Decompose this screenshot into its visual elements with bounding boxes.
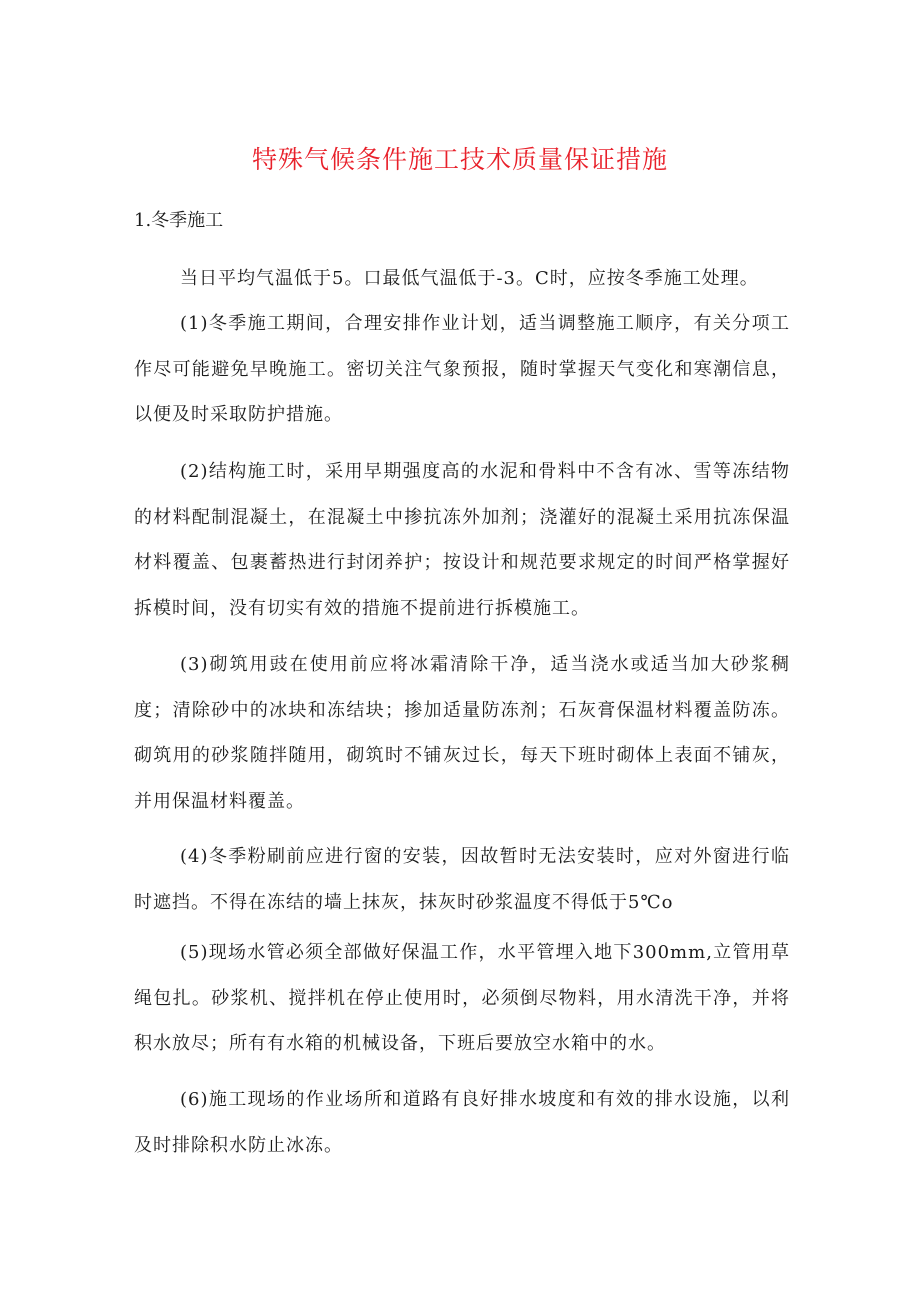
- item-paragraph-2: (2)结构施工时，采用早期强度高的水泥和骨料中不含有冰、雪等冻结物的材料配制混凝土，在混凝土中掺抗冻外加剂；浇灌好的混凝土采用抗冻保温材料覆盖、包裹蓄热进行封闭养护；按设计和规范要求规定的时间严格掌握好拆模时间，没有切实有效的措施不提前进行拆模施工。: [134, 461, 790, 619]
- item-paragraph-4: (4)冬季粉刷前应进行窗的安装，因故暂时无法安装时，应对外窗进行临时遮挡。不得在冻结的墙上抹灰，抹灰时砂浆温度不得低于5℃o: [134, 846, 790, 913]
- document-title: 特殊气候条件施工技术质量保证措施: [251, 145, 668, 174]
- intro-paragraph: 当日平均气温低于5。口最低气温低于-3。C时，应按冬季施工处理。: [180, 268, 759, 289]
- item-paragraph-6: (6)施工现场的作业场所和道路有良好排水坡度和有效的排水设施，以利及时排除积水防止冰冻。: [134, 1089, 790, 1156]
- item-paragraph-3: (3)砌筑用豉在使用前应将冰霜清除干净，适当浇水或适当加大砂浆稠度；清除砂中的冰块和冻结块；掺加适量防冻剂；石灰膏保温材料覆盖防冻。砌筑用的砂浆随拌随用，砌筑时不铺灰过长，每天下班时砌体上表面不铺灰，并用保温材料覆盖。: [134, 654, 790, 812]
- item-paragraph-1: (1)冬季施工期间，合理安排作业计划，适当调整施工顺序，有关分项工作尽可能避免早晚施工。密切关注气象预报，随时掌握天气变化和寒潮信息，以便及时采取防护措施。: [134, 313, 790, 425]
- item-paragraph-5: (5)现场水管必须全部做好保温工作，水平管埋入地下300mm,立管用草绳包扎。砂浆机、搅拌机在停止使用时，必须倒尽物料，用水清洗干净，并将积水放尽；所有有水箱的机械设备，下班后要放空水箱中的水。: [134, 942, 790, 1054]
- section-heading: 1.冬季施工: [134, 210, 224, 231]
